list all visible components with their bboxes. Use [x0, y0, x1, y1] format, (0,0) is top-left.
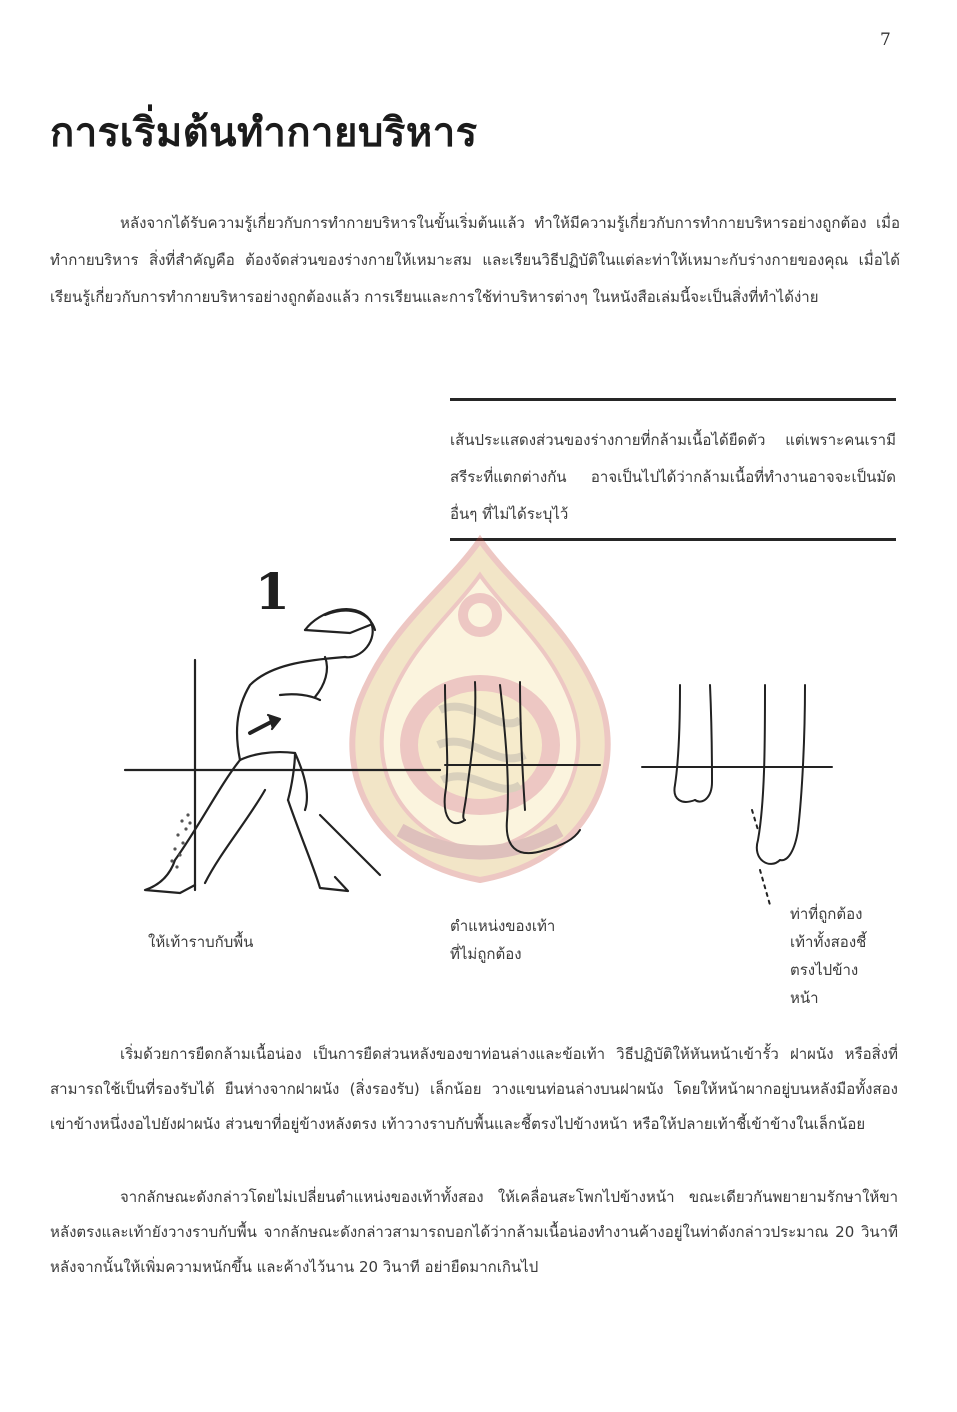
calf-stretch-figure-icon	[120, 585, 450, 900]
caption-flat-foot-text: ให้เท้าราบกับพื้น	[148, 933, 254, 951]
page-title: การเริ่มต้นทำกายบริหาร	[50, 110, 478, 156]
note-top-rule	[450, 398, 896, 401]
caption-correct-foot	[790, 900, 900, 1012]
correct-foot-figure-icon	[640, 670, 840, 920]
caption-correct-line4: หน้า	[790, 989, 819, 1007]
caption-incorrect-line1: ตำแหน่งของเท้า	[450, 917, 556, 935]
caption-correct-line2: เท้าทั้งสองชี้	[790, 933, 867, 951]
page-number: 7	[880, 30, 891, 50]
body-paragraph-2: จากลักษณะดังกล่าวโดยไม่เปลี่ยนตำแหน่งของเท้าทั้งสอง ให้เคลื่อนสะโพกไปข้างหน้า ขณะเดียวกันพยายามรักษาให้ขาหลังตรงและเท้ายังวางราบกับพื้น จากลักษณะดังกล่าวสามารถบอกได้ว่ากล้ามเนื้อน่องทำงานค้างอยู่ในท่าดังกล่าวประมาณ 20 วินาที หลังจากนั้นให้เพิ่มความหนักขึ้น และค้างไว้นาน 20 วินาที อย่ายืดมากเกินไป	[50, 1188, 898, 1276]
caption-correct-line1: ท่าที่ถูกต้อง	[790, 905, 863, 923]
intro-paragraph: หลังจากได้รับความรู้เกี่ยวกับการทำกายบริหารในขั้นเริ่มต้นแล้ว ทำให้มีความรู้เกี่ยวกับการทำกายบริหารอย่างถูกต้อง เมื่อทำกายบริหาร สิ่งที่สำคัญคือ ต้องจัดส่วนของร่างกายให้เหมาะสม และเรียนวิธีปฏิบัติในแต่ละท่าให้เหมาะกับร่างกายของคุณ เมื่อได้เรียนรู้เกี่ยวกับการทำกายบริหารอย่างถูกต้องแล้ว การเรียนและการใช้ท่าบริหารต่างๆ ในหนังสือเล่มนี้จะเป็นสิ่งที่ทำได้ง่าย	[50, 214, 900, 306]
caption-incorrect-foot	[450, 912, 555, 968]
step-number: 1	[255, 562, 290, 621]
caption-flat-foot	[148, 928, 253, 956]
body-paragraph-1: เริ่มด้วยการยืดกล้ามเนื้อน่อง เป็นการยืดส่วนหลังของขาท่อนล่างและข้อเท้า วิธีปฏิบัติให้หันหน้าเข้ารั้ว ฝาผนัง หรือสิ่งที่สามารถใช้เป็นที่รองรับได้ ยืนห่างจากฝาผนัง (สิ่งรองรับ) เล็กน้อย วางแขนท่อนล่างบนฝาผนัง โดยให้หน้าผากอยู่บนหลังมือทั้งสอง เข่าข้างหนึ่งงอไปยังฝาผนัง ส่วนขาที่อยู่ข้างหลังตรง เท้าวางราบกับพื้นและชี้ตรงไปข้างหน้า หรือให้ปลายเท้าชี้เข้าข้างในเล็กน้อย	[50, 1045, 898, 1133]
incorrect-foot-figure-icon	[425, 670, 605, 895]
caption-correct-line3: ตรงไปข้าง	[790, 961, 859, 979]
caption-incorrect-line2: ที่ไม่ถูกต้อง	[450, 945, 522, 963]
note-paragraph: เส้นประแสดงส่วนของร่างกายที่กล้ามเนื้อได้ยืดตัว แต่เพราะคนเรามีสรีระที่แตกต่างกัน อาจเป็นไปได้ว่ากล้ามเนื้อที่ทำงานอาจจะเป็นมัดอื่นๆ ที่ไม่ได้ระบุไว้	[450, 431, 896, 523]
